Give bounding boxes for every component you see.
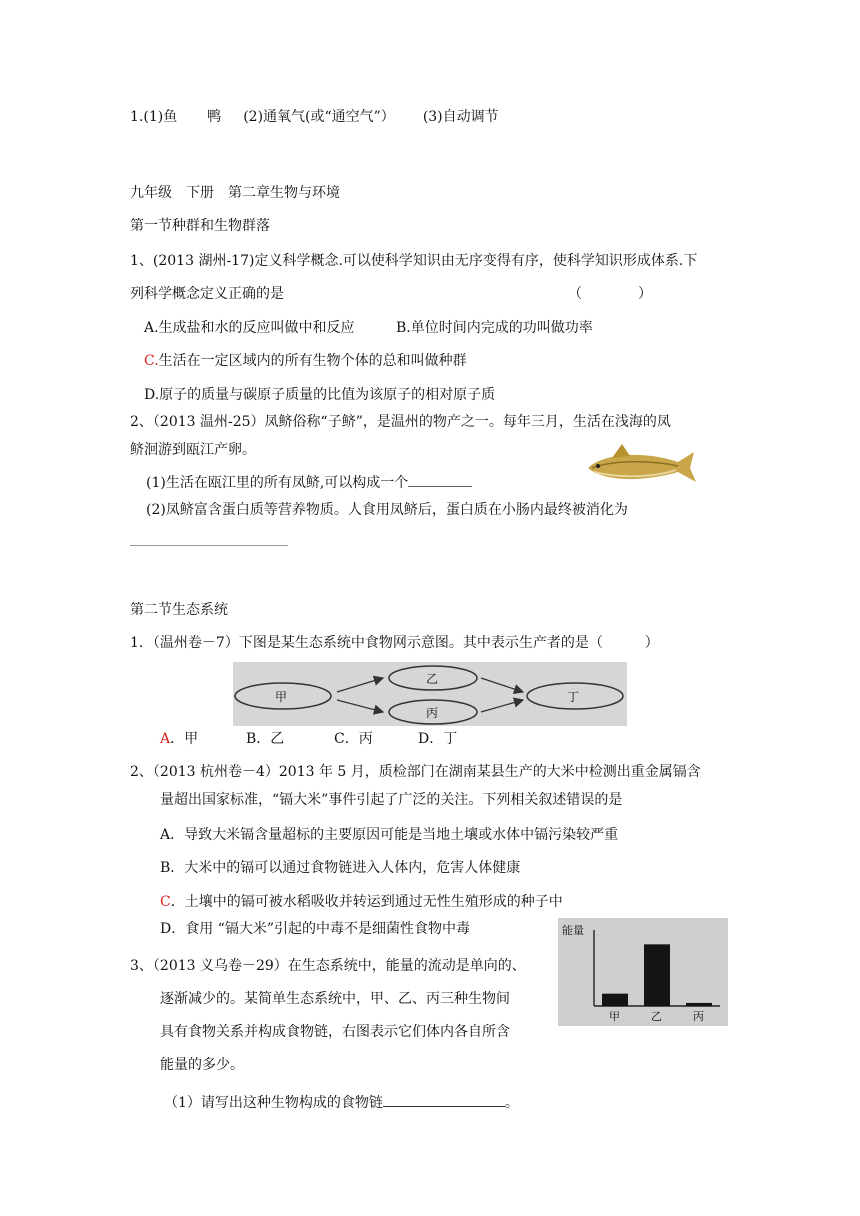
s2-q3-sub1-text: （1）请写出这种生物构成的食物链	[164, 1095, 383, 1111]
answer-line	[130, 107, 499, 127]
chart-bar-0	[602, 994, 628, 1006]
s1-q1-optB: B.单位时间内完成的功叫做功率	[396, 320, 593, 336]
s2-q3-sub1-end: 。	[504, 1095, 519, 1111]
s2-q3-sub1-blank[interactable]	[383, 1092, 505, 1107]
s1-q1-paren: （ ）	[568, 286, 652, 302]
s2-q3-line2: 逐渐减少的。某简单生态系统中，甲、乙、丙三种生物间	[160, 991, 510, 1007]
s2-q2-optC-text: ．土壤中的镉可被水稻吸收并转运到通过无性生殖形成的种子中	[170, 894, 563, 910]
answer-part-4: (3)自动调节	[422, 109, 499, 125]
answer-part-2: 鸭	[207, 109, 222, 125]
arrow-yi-ding	[481, 678, 523, 692]
s2-q3-sub1	[164, 1092, 519, 1113]
chart-ylabel: 能量	[562, 924, 584, 937]
chapter-title: 九年级 下册 第二章生物与环境	[130, 185, 340, 201]
fish-image	[582, 438, 700, 494]
s1-q2-sub1-text: (1)生活在瓯江里的所有凤鲚,可以构成一个	[146, 475, 409, 491]
arrow-jia-bing	[337, 700, 383, 712]
s2-q2-optC-letter: C	[160, 894, 171, 910]
node-yi: 乙	[426, 672, 439, 686]
s1-q1-optC-letter: C.	[144, 353, 159, 369]
section1-title: 第一节种群和生物群落	[130, 218, 270, 234]
chart-tick-label: 乙	[651, 1010, 662, 1023]
s1-q1-optA: A.生成盐和水的反应叫做中和反应	[144, 320, 355, 336]
s1-q1-optC-text: 生活在一定区域内的所有生物个体的总和叫做种群	[158, 353, 467, 369]
s2-q1-optD: D．丁	[418, 731, 458, 747]
s1-q2-sub1	[146, 472, 472, 493]
s1-q1-optD: D.原子的质量与碳原子质量的比值为该原子的相对原子质	[144, 387, 496, 403]
answer-part-3: (2)通氧气(或“通空气”）	[243, 109, 395, 125]
s2-q3-line1: 3、（2013 义乌卷－29）在生态系统中，能量的流动是单向的、	[130, 958, 526, 974]
s2-q1-line: 1．（温州卷－7）下图是某生态系统中食物网示意图。其中表示生产者的是（ ）	[130, 635, 659, 651]
arrow-bing-ding	[481, 700, 523, 712]
node-jia: 甲	[275, 690, 288, 704]
s2-q1-options	[160, 729, 198, 749]
arrow-jia-yi	[337, 678, 383, 692]
s2-q2-optC	[160, 892, 563, 912]
s1-q2-sub1-blank[interactable]	[408, 472, 472, 487]
answer-part-1: 1.(1)鱼	[130, 109, 178, 125]
s2-q2-optA: A．导致大米镉含量超标的主要原因可能是当地土壤或水体中镉污染较严重	[160, 827, 619, 843]
s1-q1-line2: 列科学概念定义正确的是	[130, 286, 284, 302]
chart-bar-2	[686, 1003, 712, 1006]
chart-bar-1	[644, 944, 670, 1006]
section2-title: 第二节生态系统	[130, 602, 228, 618]
s2-q3-line4: 能量的多少。	[160, 1057, 244, 1073]
food-web-diagram	[233, 662, 627, 726]
s2-q1-optA-letter: A	[160, 731, 171, 747]
s1-q2-line1: 2、（2013 温州-25）凤鲚俗称“子鲚”，是温州的物产之一。每年三月，生活在浅海的凤	[130, 414, 671, 430]
energy-bar-chart	[558, 918, 728, 1026]
s1-q1-line1: 1、(2013 湖州-17)定义科学概念.可以使科学知识由无序变得有序，使科学知识形成体系.下	[130, 253, 698, 269]
chart-tick-label: 甲	[609, 1010, 620, 1023]
node-bing: 丙	[426, 706, 439, 720]
s1-q1-optC	[144, 351, 467, 371]
s2-q1-optB: B．乙	[246, 731, 285, 747]
s2-q2-line2: 量超出国家标准，“镉大米”事件引起了广泛的关注。下列相关叙述错误的是	[160, 792, 623, 808]
s2-q1-optC: C．丙	[334, 731, 373, 747]
node-ding: 丁	[567, 690, 580, 704]
s2-q2-optB: B．大米中的镉可以通过食物链进入人体内，危害人体健康	[160, 860, 521, 876]
s2-q2-optD: D．食用 “镉大米”引起的中毒不是细菌性食物中毒	[160, 921, 470, 937]
s2-q2-line1: 2、（2013 杭州卷－4）2013 年 5 月，质检部门在湖南某县生产的大米中检测出重金属镉含	[130, 764, 701, 780]
s1-q2-sub2: (2)凤鲚富含蛋白质等营养物质。人食用凤鲚后，蛋白质在小肠内最终被消化为	[146, 502, 628, 518]
s2-q1-optA-text: ．甲	[170, 731, 199, 747]
s1-q2-line2: 鲚洄游到瓯江产卵。	[130, 442, 256, 458]
s2-q3-line3: 具有食物关系并构成食物链，右图表示它们体内各自所含	[160, 1024, 510, 1040]
chart-tick-label: 丙	[693, 1010, 704, 1023]
s1-q2-sub2-blank[interactable]	[130, 545, 288, 546]
